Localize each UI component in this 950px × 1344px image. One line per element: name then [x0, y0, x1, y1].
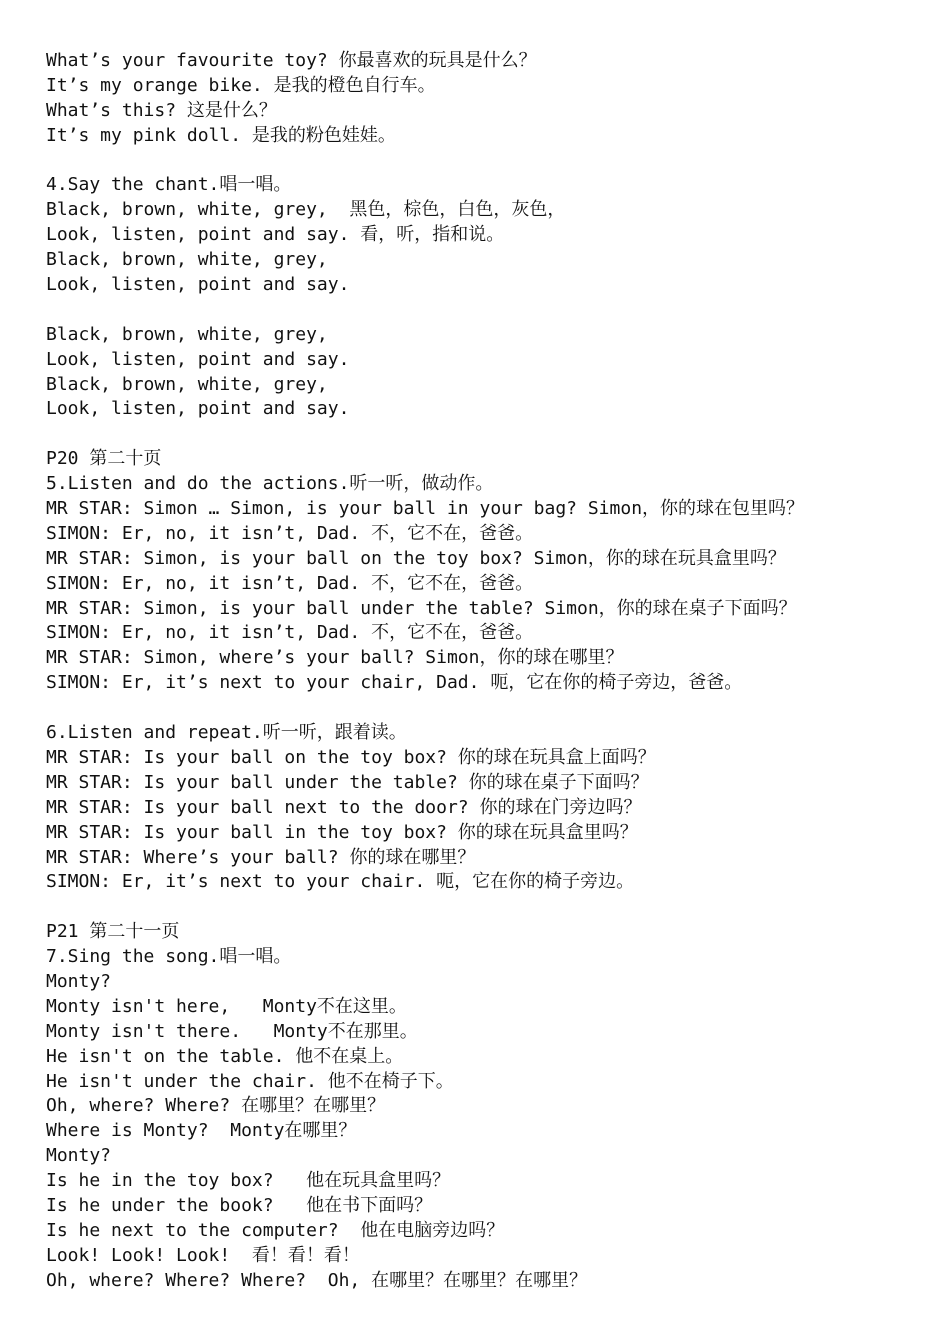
text-line: Monty? — [46, 970, 112, 992]
text-line: MR STAR: Simon … Simon, is your ball in your bag? Simon，你的球在包里吗？ — [46, 498, 805, 520]
text-line: Look, listen, point and say. — [46, 398, 350, 420]
text-line: Look, listen, point and say. — [46, 348, 350, 370]
text-line: MR STAR: Simon, is your ball on the toy box? Simon，你的球在玩具盒里吗？ — [46, 547, 786, 569]
text-line: MR STAR: Where’s your ball? 你的球在哪里？ — [46, 846, 476, 868]
text-line: 6.Listen and repeat.听一听，跟着读。 — [46, 722, 407, 744]
text-line: Oh, where? Where? 在哪里？在哪里？ — [46, 1095, 386, 1117]
text-line: It’s my orange bike. 是我的橙色自行车。 — [46, 74, 436, 96]
text-line: Black, brown, white, grey, — [46, 249, 328, 271]
text-line: Black, brown, white, grey, — [46, 373, 328, 395]
text-line: Where is Monty? Monty在哪里？ — [46, 1120, 357, 1142]
text-line: He isn't on the table. 他不在桌上。 — [46, 1045, 404, 1067]
text-line: Oh, where? Where? Where? Oh, 在哪里？在哪里？在哪里？ — [46, 1269, 588, 1291]
text-line: SIMON: Er, no, it isn’t, Dad. 不，它不在，爸爸。 — [46, 522, 534, 544]
blank-line — [46, 298, 926, 323]
text-line: Monty isn't there. Monty不在那里。 — [46, 1020, 418, 1042]
blank-line — [46, 696, 926, 721]
text-line: MR STAR: Is your ball in the toy box? 你的球在玩具盒里吗？ — [46, 821, 638, 843]
text-line: MR STAR: Is your ball on the toy box? 你的球在玩具盒上面吗？ — [46, 746, 656, 768]
blank-line — [46, 422, 926, 447]
text-line: P20 第二十页 — [46, 448, 162, 470]
text-line: MR STAR: Simon, where’s your ball? Simon，你的球在哪里？ — [46, 647, 624, 669]
text-line: 7.Sing the song.唱一唱。 — [46, 946, 292, 968]
document-page — [46, 49, 926, 1294]
text-line: Look! Look! Look! 看！看！看！ — [46, 1244, 360, 1266]
text-line: MR STAR: Is your ball under the table? 你的球在桌子下面吗？ — [46, 771, 649, 793]
text-line: P21 第二十一页 — [46, 921, 180, 943]
text-line: SIMON: Er, no, it isn’t, Dad. 不，它不在，爸爸。 — [46, 572, 534, 594]
text-line: Look, listen, point and say. — [46, 274, 350, 296]
text-line: Monty? — [46, 1145, 112, 1167]
blank-line — [46, 895, 926, 920]
text-line: Is he next to the computer? 他在电脑旁边吗？ — [46, 1219, 505, 1241]
text-line: Is he in the toy box? 他在玩具盒里吗？ — [46, 1170, 451, 1192]
text-line: He isn't under the chair. 他不在椅子下。 — [46, 1070, 454, 1092]
text-line: Look, listen, point and say. 看，听，指和说。 — [46, 224, 505, 246]
text-line: 4.Say the chant.唱一唱。 — [46, 174, 292, 196]
text-line: MR STAR: Is your ball next to the door? 你的球在门旁边吗？ — [46, 796, 642, 818]
text-line: Is he under the book? 他在书下面吗？ — [46, 1194, 433, 1216]
text-line: SIMON: Er, no, it isn’t, Dad. 不，它不在，爸爸。 — [46, 622, 534, 644]
text-line: SIMON: Er, it’s next to your chair. 呃，它在你的椅子旁边。 — [46, 871, 635, 893]
text-line: 5.Listen and do the actions.听一听，做动作。 — [46, 473, 494, 495]
text-line: Monty isn't here, Monty不在这里。 — [46, 995, 407, 1017]
text-line: What’s your favourite toy? 你最喜欢的玩具是什么？ — [46, 50, 537, 71]
text-line: It’s my pink doll. 是我的粉色娃娃。 — [46, 124, 396, 146]
text-line: Black, brown, white, grey, — [46, 323, 328, 345]
text-line: Black, brown, white, grey, 黑色，棕色，白色，灰色， — [46, 199, 566, 221]
text-line: What’s this? 这是什么？ — [46, 99, 277, 121]
text-line: MR STAR: Simon, is your ball under the table? Simon，你的球在桌子下面吗？ — [46, 597, 797, 619]
blank-line — [46, 149, 926, 174]
text-line: SIMON: Er, it’s next to your chair, Dad. 呃，它在你的椅子旁边，爸爸。 — [46, 672, 743, 694]
